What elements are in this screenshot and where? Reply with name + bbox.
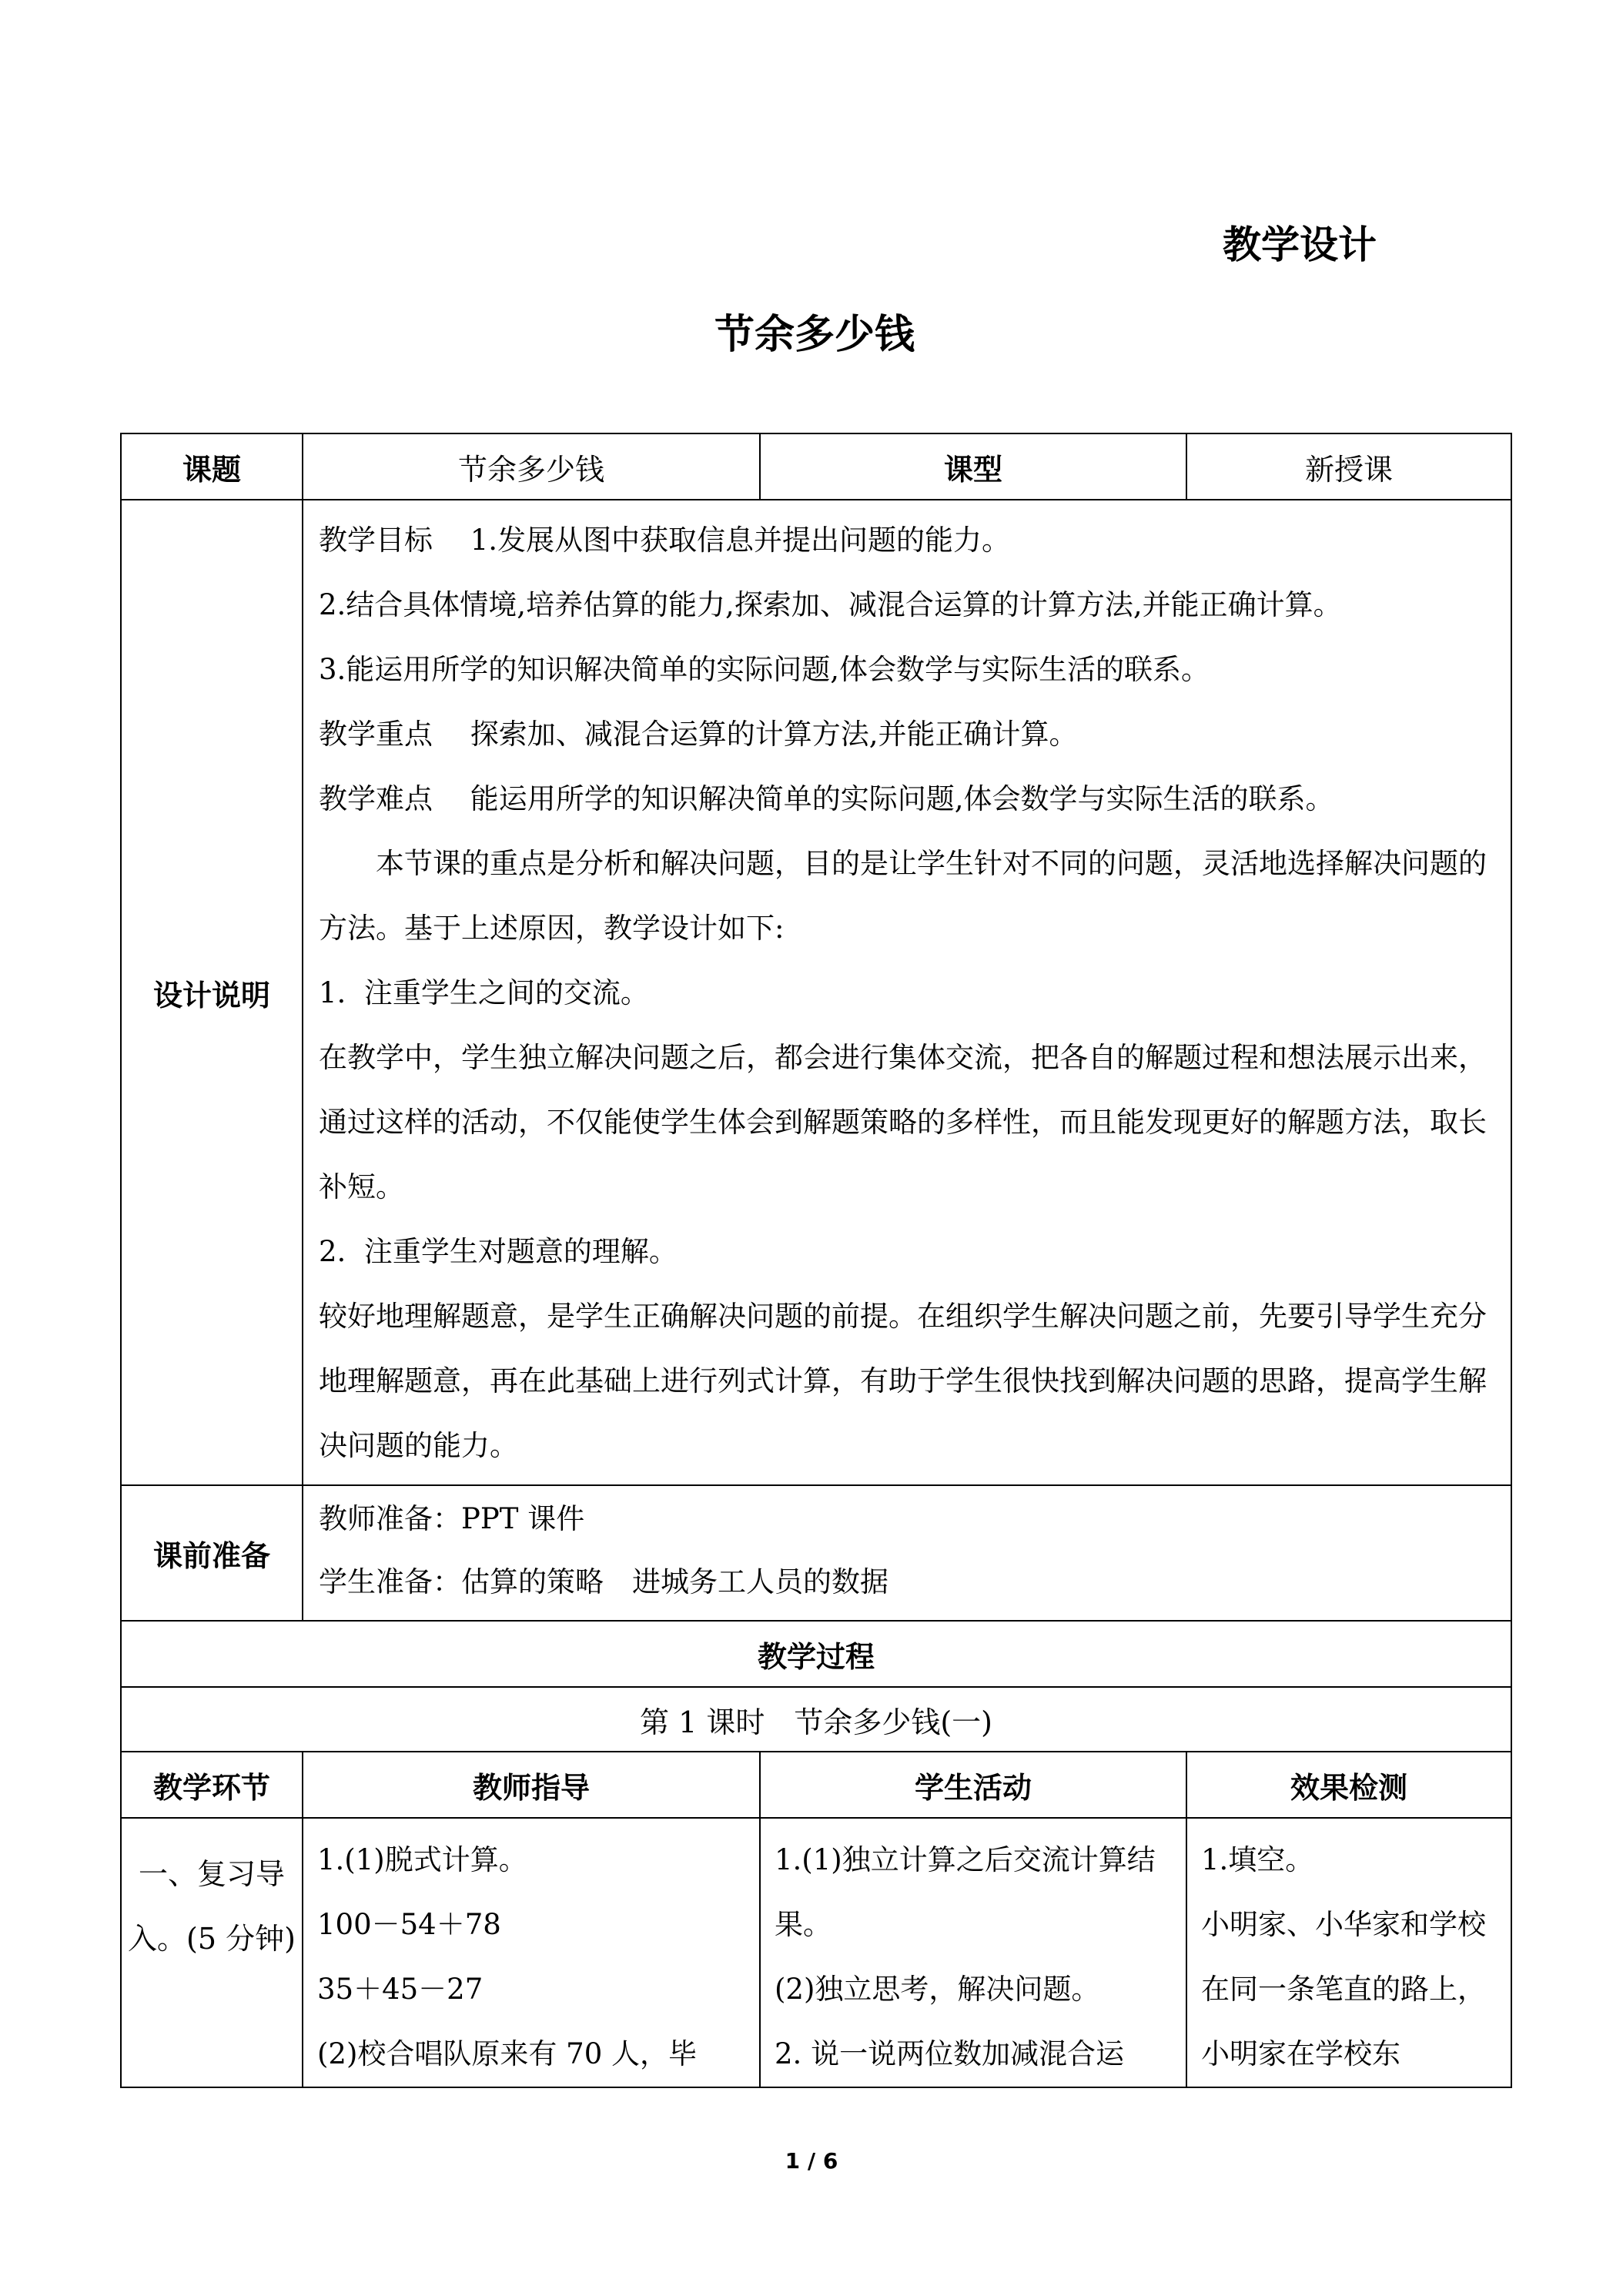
teacher-line: 100－54＋78 bbox=[317, 1908, 501, 1941]
topic-label: 课题 bbox=[121, 433, 303, 500]
difficulty-line: 教学难点 能运用所学的知识解决简单的实际问题,体会数学与实际生活的联系。 bbox=[319, 782, 1334, 815]
prep-row bbox=[121, 1485, 1511, 1621]
page-number: 1 / 6 bbox=[785, 2148, 838, 2174]
teacher-line: 1.(1)脱式计算。 bbox=[317, 1843, 527, 1876]
student-activity bbox=[760, 1818, 1186, 2087]
objective-line-3: 3.能运用所学的知识解决简单的实际问题,体会数学与实际生活的联系。 bbox=[319, 653, 1210, 686]
key-point-line: 教学重点 探索加、减混合运算的计算方法,并能正确计算。 bbox=[319, 718, 1078, 751]
student-line: (2)独立思考，解决问题。 bbox=[775, 1973, 1100, 2006]
student-line: 2. 说一说两位数加减混合运 bbox=[775, 2037, 1125, 2070]
review-row bbox=[121, 1818, 1511, 2087]
topic-row bbox=[121, 433, 1511, 500]
check-line: 1.填空。 bbox=[1201, 1843, 1314, 1876]
teacher-guidance bbox=[303, 1818, 760, 2087]
process-heading-row bbox=[121, 1621, 1511, 1687]
col-header-stage: 教学环节 bbox=[121, 1752, 303, 1818]
prep-content bbox=[303, 1485, 1511, 1621]
design-point-1-paragraph: 在教学中，学生独立解决问题之后，都会进行集体交流，把各自的解题过程和想法展示出来，通过这样的活动，不仅能使学生体会到解题策略的多样性，而且能发现更好的解题方法，取长补短。 bbox=[319, 1041, 1487, 1203]
col-header-teacher: 教师指导 bbox=[303, 1752, 760, 1818]
teacher-line: 35＋45－27 bbox=[317, 1973, 484, 2006]
document-type-heading: 教学设计 bbox=[1223, 223, 1377, 267]
design-point-1: 1. 注重学生之间的交流。 bbox=[319, 976, 649, 1009]
student-prep-line: 学生准备：估算的策略 进城务工人员的数据 bbox=[319, 1565, 888, 1598]
design-content bbox=[303, 500, 1511, 1485]
student-line: 1.(1)独立计算之后交流计算结果。 bbox=[775, 1843, 1156, 1941]
teacher-line: (2)校合唱队原来有 70 人，毕 bbox=[317, 2037, 698, 2070]
lesson-plan-table bbox=[120, 433, 1512, 2088]
topic-value: 节余多少钱 bbox=[303, 433, 760, 500]
lesson-heading: 第 1 课时 节余多少钱(一) bbox=[121, 1687, 1511, 1752]
type-value: 新授课 bbox=[1186, 433, 1511, 500]
objective-line-1: 教学目标 1.发展从图中获取信息并提出问题的能力。 bbox=[319, 524, 1011, 557]
design-intro-paragraph: 本节课的重点是分析和解决问题，目的是让学生针对不同的问题，灵活地选择解决问题的方法。基于上述原因，教学设计如下: bbox=[319, 847, 1487, 945]
lesson-heading-row bbox=[121, 1687, 1511, 1752]
check-line: 小明家、小华家和学校在同一条笔直的路上，小明家在学校东 bbox=[1201, 1908, 1486, 2070]
design-point-2: 2. 注重学生对题意的理解。 bbox=[319, 1235, 678, 1268]
col-header-check: 效果检测 bbox=[1186, 1752, 1511, 1818]
teacher-prep-line: 教师准备：PPT 课件 bbox=[319, 1502, 585, 1535]
document-title: 节余多少钱 bbox=[714, 312, 915, 358]
effect-check bbox=[1186, 1818, 1511, 2087]
design-label: 设计说明 bbox=[121, 500, 303, 1485]
col-header-student: 学生活动 bbox=[760, 1752, 1186, 1818]
column-header-row bbox=[121, 1752, 1511, 1818]
design-row bbox=[121, 500, 1511, 1485]
process-heading: 教学过程 bbox=[121, 1621, 1511, 1687]
type-label: 课型 bbox=[760, 433, 1186, 500]
prep-label: 课前准备 bbox=[121, 1485, 303, 1621]
objective-line-2: 2.结合具体情境,培养估算的能力,探索加、减混合运算的计算方法,并能正确计算。 bbox=[319, 588, 1342, 621]
stage-review: 一、复习导入。(5 分钟) bbox=[121, 1818, 303, 2087]
design-point-2-paragraph: 较好地理解题意，是学生正确解决问题的前提。在组织学生解决问题之前，先要引导学生充分地理解题意，再在此基础上进行列式计算，有助于学生很快找到解决问题的思路，提高学生解决问题的能力。 bbox=[319, 1300, 1487, 1462]
